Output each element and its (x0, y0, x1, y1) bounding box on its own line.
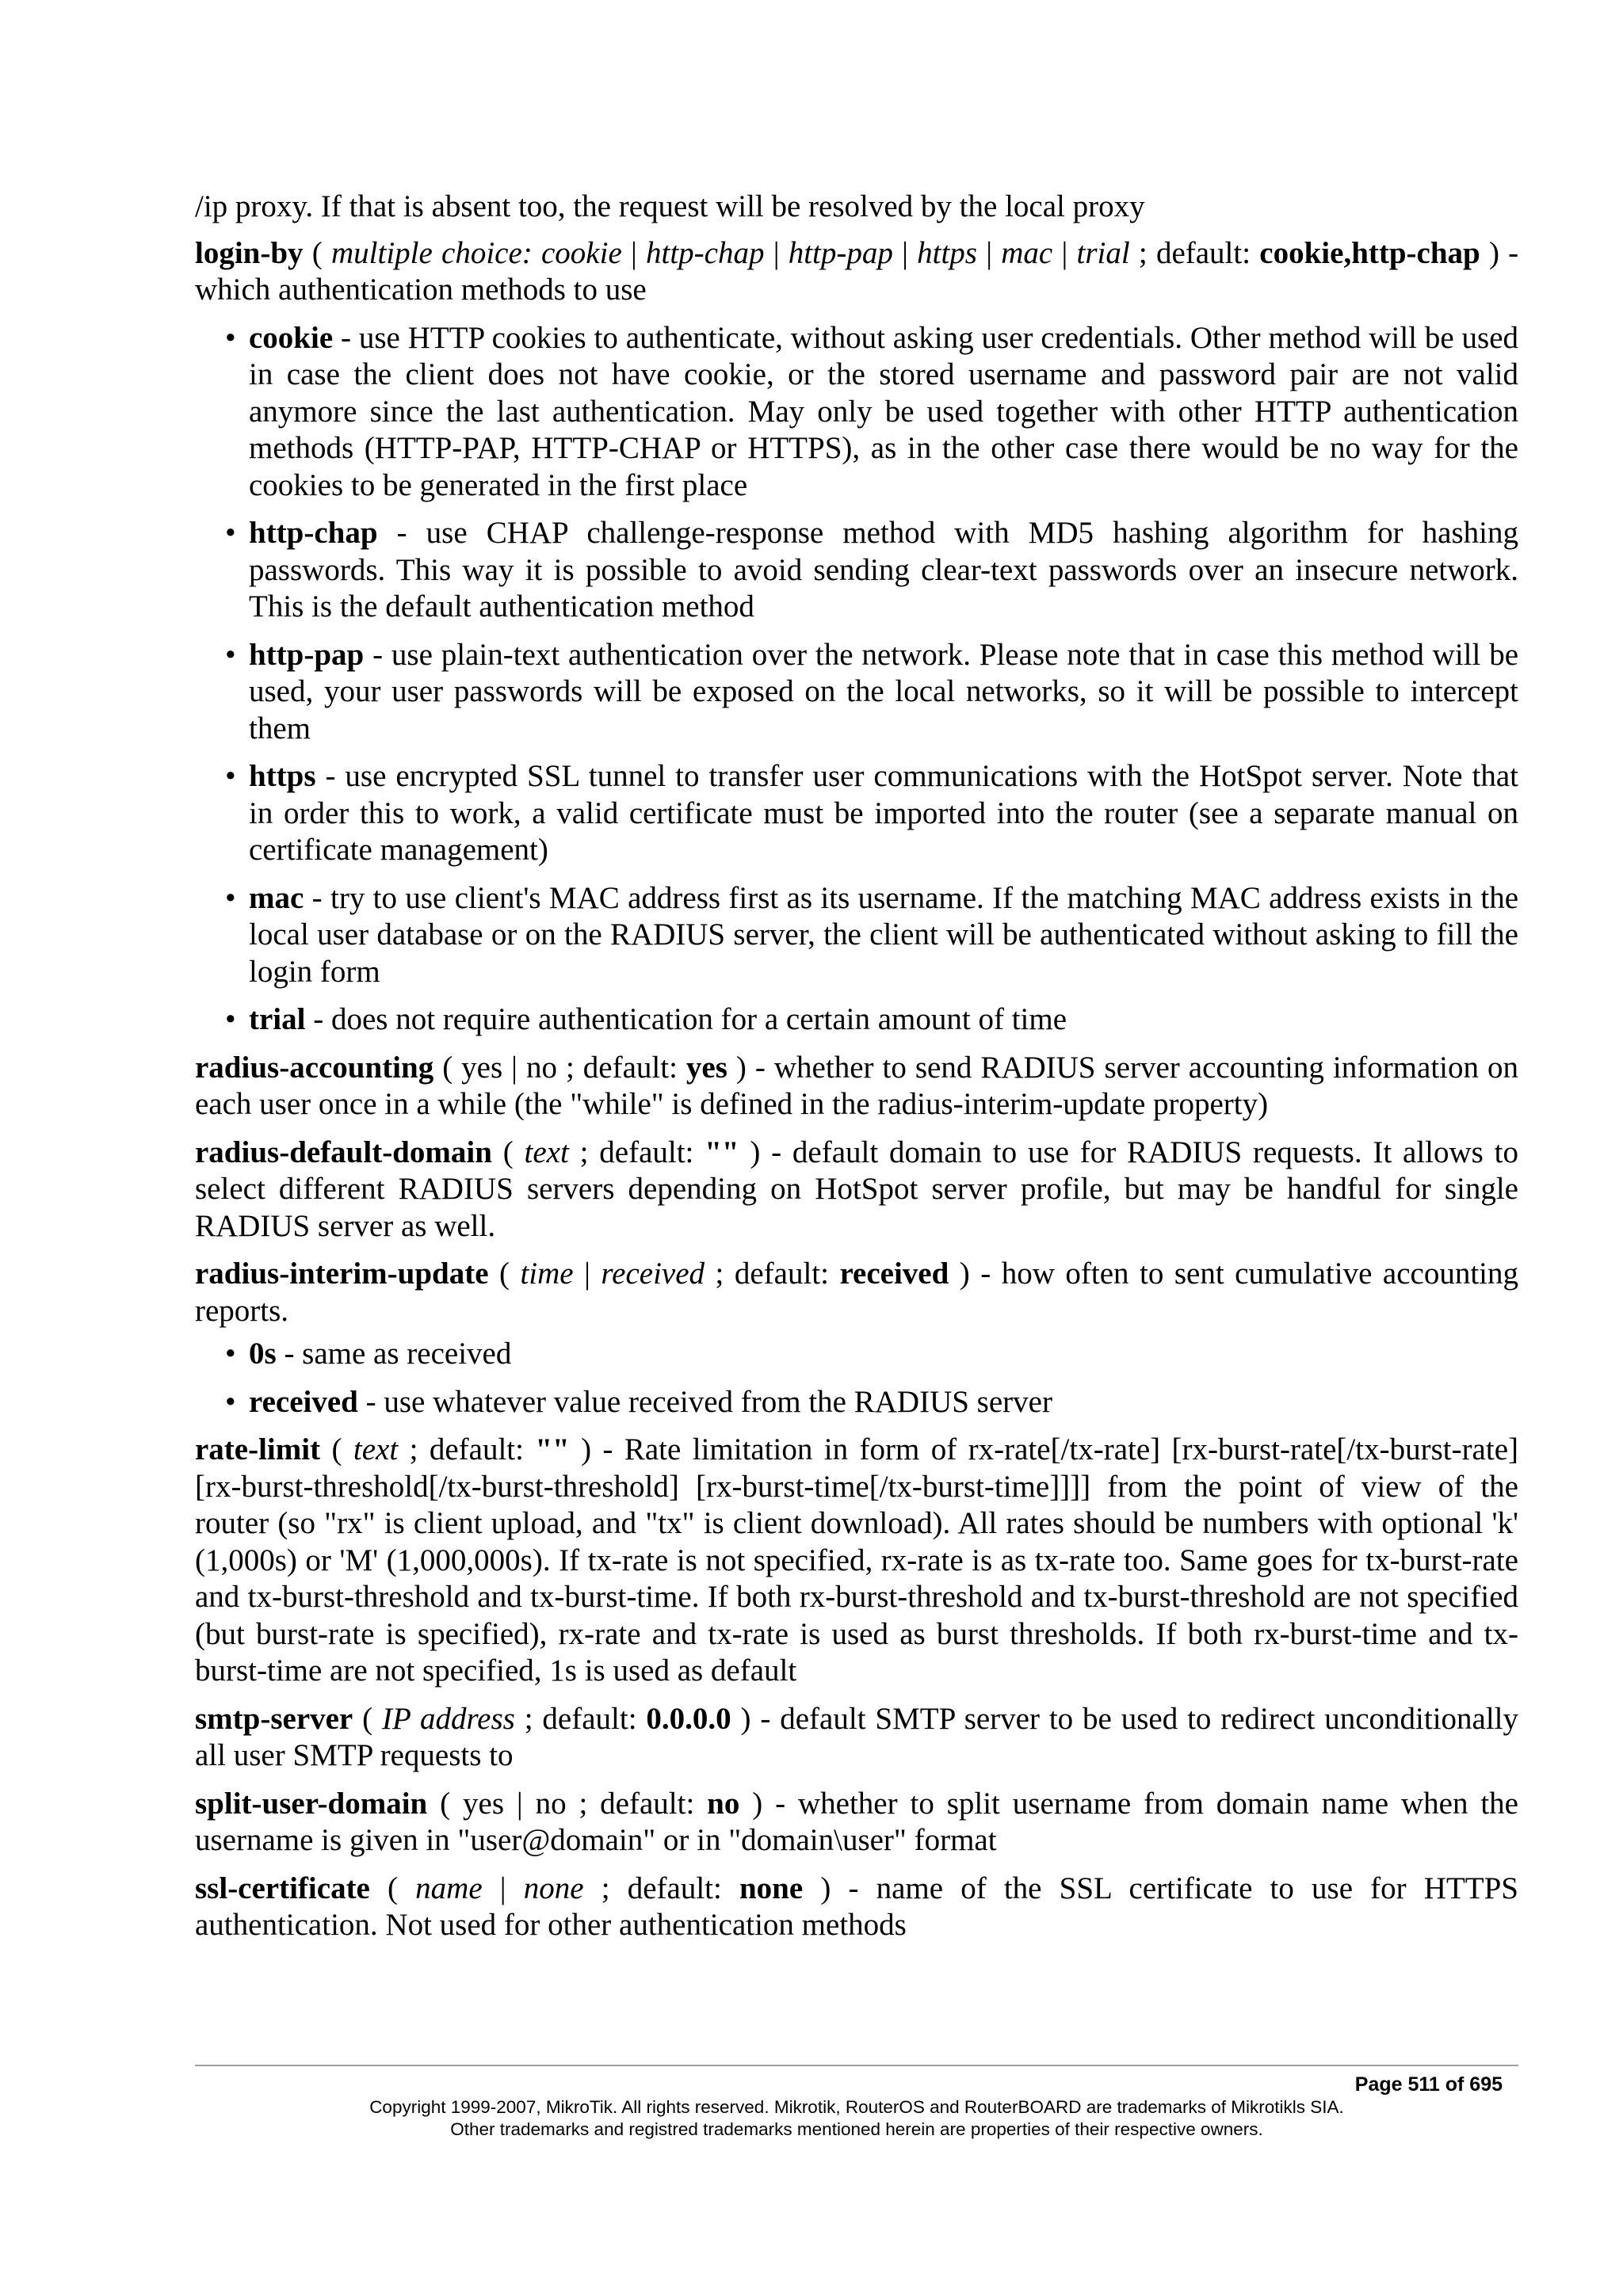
default-value: 0.0.0.0 (646, 1701, 731, 1736)
trademark-line: Other trademarks and registred trademarks mentioned herein are properties of their respective owners. (450, 2119, 1263, 2139)
property-radius-interim-update (195, 1256, 1518, 1421)
default-value: "" (705, 1135, 739, 1169)
default-value: no (707, 1786, 740, 1821)
property-name: rate-limit (195, 1432, 321, 1466)
property-rate-limit: rate-limit ( text ; default: "" ) - Rate limitation in form of rx-rate[/tx-rate] [rx-burst-rate[/tx-burst-rate] [rx-burst-threshold[/tx-burst-threshold] [rx-burst-time[/tx-burst-time]]]] from the point of view of the router (so "rx" is client upload, and "tx" is client download). All rates should be numbers with optional 'k' (1,000s) or 'M' (1,000,000s). If tx-rate is not specified, rx-rate is as tx-rate too. Same goes for tx-burst-rate and tx-burst-threshold and tx-burst-time. If both rx-burst-threshold and tx-burst-threshold are not specified (but burst-rate is specified), rx-rate and tx-rate is used as burst thresholds. If both rx-burst-time and tx-burst-time are not specified, 1s is used as default (195, 1432, 1519, 1688)
default-value: none (739, 1871, 804, 1905)
list-item: • trial - does not require authentication for a certain amount of time (195, 1001, 1518, 1039)
page-number: Page 511 of 695 (1354, 2073, 1503, 2096)
list-item: • mac - try to use client's MAC address first as its username. If the matching MAC address exists in the local user database or on the RADIUS server, the client will be authenticated without asking to fill the login form (195, 880, 1518, 991)
property-login-by-header: login-by ( multiple choice: cookie | http-chap | http-pap | https | mac | trial ; default: cookie,http-chap ) - which authentication methods to use (195, 235, 1519, 307)
default-value: cookie,http-chap (1259, 235, 1480, 270)
property-name: radius-interim-update (195, 1257, 489, 1291)
login-by-options-list (195, 320, 1518, 1039)
property-name: radius-accounting (195, 1050, 434, 1085)
default-value: yes (685, 1050, 727, 1085)
list-item: • 0s - same as received (195, 1336, 1518, 1373)
property-ssl-certificate: ssl-certificate ( name | none ; default: none ) - name of the SSL certificate to use for HTTPS authentication. Not used for other authentication methods (195, 1871, 1518, 1942)
page-content (195, 189, 1518, 1955)
property-name: login-by (195, 235, 304, 270)
property-name: smtp-server (195, 1701, 353, 1736)
list-item: • cookie - use HTTP cookies to authenticate, without asking user credentials. Other method will be used in case the client does not have cookie, or the stored username and password pair are not valid anymore since the last authentication. May only be used together with other HTTP authentication methods (HTTP-PAP, HTTP-CHAP or HTTPS), as in the other case there would be no way for the cookies to be generated in the first place (195, 320, 1518, 505)
property-name: radius-default-domain (195, 1135, 492, 1169)
property-radius-default-domain: radius-default-domain ( text ; default: "" ) - default domain to use for RADIUS requests. It allows to select different RADIUS servers depending on HotSpot server profile, but may be handful for single RADIUS server as well. (195, 1135, 1518, 1243)
property-radius-accounting: radius-accounting ( yes | no ; default: yes ) - whether to send RADIUS server accounting information on each user once in a while (the "while" is defined in the radius-interim-update property) (195, 1050, 1518, 1121)
property-login-by (195, 235, 1518, 1039)
property-name: ssl-certificate (195, 1871, 370, 1905)
property-radius-interim-update-header: radius-interim-update ( time | received ; default: received ) - how often to sent cumulative accounting reports. (195, 1257, 1518, 1328)
page-footer (195, 2065, 1518, 2141)
list-item: • http-pap - use plain-text authentication over the network. Please note that in case this method will be used, your user passwords will be exposed on the local networks, so it will be possible to intercept them (195, 637, 1518, 748)
default-value: "" (535, 1432, 570, 1466)
property-name: split-user-domain (195, 1786, 428, 1821)
list-item: • https - use encrypted SSL tunnel to transfer user communications with the HotSpot server. Note that in order this to work, a valid certificate must be imported into the router (see a separate manual on certificate management) (195, 758, 1518, 869)
radius-interim-update-options-list (195, 1336, 1518, 1421)
list-item: • http-chap - use CHAP challenge-response method with MD5 hashing algorithm for hashing passwords. This way it is possible to avoid sending clear-text passwords over an insecure network. This is the default authentication method (195, 515, 1518, 626)
footer-divider (195, 2065, 1518, 2066)
default-value: received (839, 1257, 949, 1291)
copyright-line: Copyright 1999-2007, MikroTik. All rights reserved. Mikrotik, RouterOS and RouterBOARD are trademarks of Mikrotikls SIA. (369, 2097, 1344, 2117)
property-split-user-domain: split-user-domain ( yes | no ; default: no ) - whether to split username from domain name when the username is given in "user@domain" or in "domain\user" format (195, 1786, 1518, 1857)
property-smtp-server: smtp-server ( IP address ; default: 0.0.0.0 ) - default SMTP server to be used to redirect unconditionally all user SMTP requests to (195, 1701, 1519, 1772)
list-item: • received - use whatever value received from the RADIUS server (195, 1384, 1518, 1421)
intro-line: /ip proxy. If that is absent too, the request will be resolved by the local proxy (195, 189, 1145, 223)
